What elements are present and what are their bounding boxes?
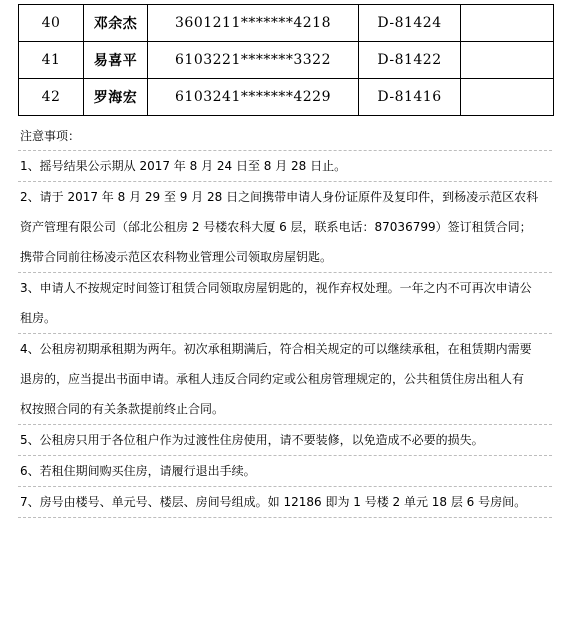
note-line: 7、房号由楼号、单元号、楼层、房间号组成。如 12186 即为 1 号楼 2 单元 18 层 6 号房间。	[20, 495, 527, 509]
note-line: 退房的，应当提出书面申请。承租人违反合同约定或公租房管理规定的，公共租赁住房出租人有	[20, 372, 525, 386]
note-line: 资产管理有限公司（邰北公租房 2 号楼农科大厦 6 层，联系电话：87036799）签订租赁合同；	[20, 220, 532, 234]
room-number: D-81416	[359, 79, 461, 116]
table-row	[19, 5, 554, 42]
remark-cell	[461, 42, 554, 79]
id-number: 6103221*******3322	[148, 42, 359, 79]
applicant-name: 邓余杰	[84, 5, 148, 42]
note-line: 携带合同前往杨凌示范区农科物业管理公司领取房屋钥匙。	[20, 250, 333, 264]
table-row	[19, 42, 554, 79]
note-item	[18, 151, 552, 182]
room-number: D-81424	[359, 5, 461, 42]
notes-title: 注意事项：	[18, 124, 552, 151]
table-row	[19, 79, 554, 116]
allocation-table-body	[19, 5, 554, 116]
id-number: 3601211*******4218	[148, 5, 359, 42]
note-line: 3、申请人不按规定时间签订租赁合同领取房屋钥匙的，视作弃权处理。一年之内不可再次申请公	[20, 281, 532, 295]
note-line: 2、请于 2017 年 8 月 29 至 9 月 28 日之间携带申请人身份证原件及复印件，到杨凌示范区农科	[20, 190, 539, 204]
note-item	[18, 487, 552, 518]
notes-section	[18, 124, 552, 518]
note-line: 5、公租房只用于各位租户作为过渡性住房使用，请不要装修，以免造成不必要的损失。	[20, 433, 484, 447]
note-line: 1、摇号结果公示期从 2017 年 8 月 24 日至 8 月 28 日止。	[20, 159, 347, 173]
note-item	[18, 334, 552, 425]
note-line: 权按照合同的有关条款提前终止合同。	[20, 402, 225, 416]
id-number: 6103241*******4229	[148, 79, 359, 116]
allocation-table	[18, 4, 554, 116]
row-number: 40	[19, 5, 84, 42]
note-line: 租房。	[20, 311, 57, 325]
note-item	[18, 425, 552, 456]
note-line: 4、公租房初期承租期为两年。初次承租期满后，符合相关规定的可以继续承租，在租赁期内需要	[20, 342, 532, 356]
row-number: 41	[19, 42, 84, 79]
note-item	[18, 273, 552, 334]
row-number: 42	[19, 79, 84, 116]
applicant-name: 易喜平	[84, 42, 148, 79]
notes-list	[18, 151, 552, 518]
applicant-name: 罗海宏	[84, 79, 148, 116]
room-number: D-81422	[359, 42, 461, 79]
note-item	[18, 456, 552, 487]
note-line: 6、若租住期间购买住房，请履行退出手续。	[20, 464, 256, 478]
remark-cell	[461, 5, 554, 42]
remark-cell	[461, 79, 554, 116]
note-item	[18, 182, 552, 273]
